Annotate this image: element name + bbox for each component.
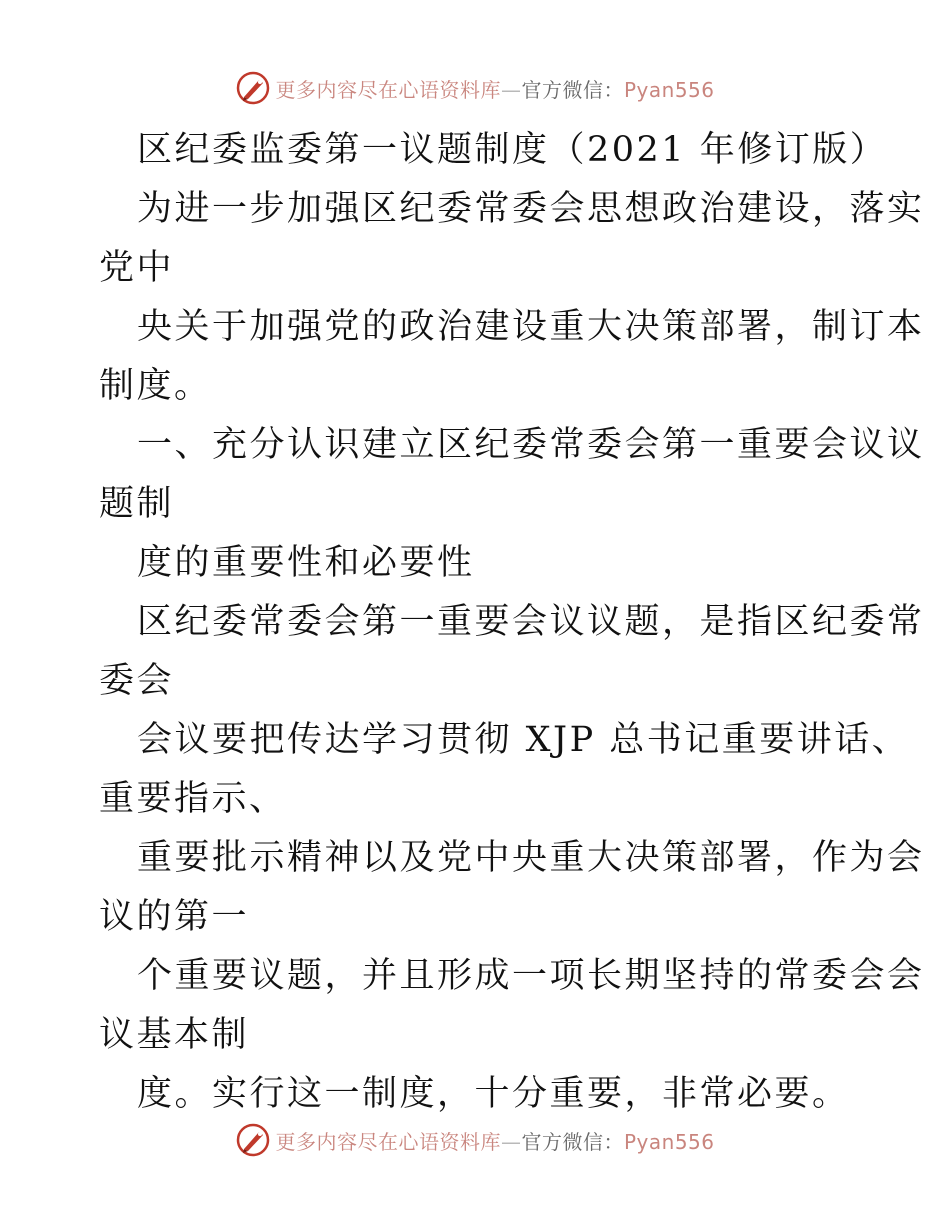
paragraph-line: 党中 [99, 248, 175, 288]
pen-logo-icon [235, 70, 271, 106]
watermark-header [0, 68, 950, 108]
watermark-separator: — [500, 1129, 522, 1154]
paragraph-line: 委会 [99, 661, 175, 701]
watermark-text [275, 74, 714, 103]
paragraph-line: 央关于加强党的政治建设重大决策部署，制订本 [137, 307, 925, 347]
paragraph-line: 度的重要性和必要性 [137, 543, 475, 583]
watermark-separator: — [500, 77, 522, 102]
paragraph-line: 议的第一 [99, 897, 250, 937]
paragraph-line: 区纪委常委会第一重要会议议题，是指区纪委常 [137, 602, 925, 642]
paragraph-line: 重要指示、 [99, 779, 287, 819]
paragraph-line: 重要批示精神以及党中央重大决策部署，作为会 [137, 838, 925, 878]
paragraph-line: 题制 [99, 484, 175, 524]
watermark-footer [0, 1120, 950, 1160]
pen-logo-icon [235, 1122, 271, 1158]
watermark-label: 官方微信： [521, 77, 624, 102]
document-body [99, 121, 925, 1124]
watermark-account: Pyan556 [623, 1129, 715, 1154]
paragraph-line: 制度。 [99, 366, 212, 406]
paragraph-line: 个重要议题，并且形成一项长期坚持的常委会会 [137, 956, 925, 996]
paragraph-line: 为进一步加强区纪委常委会思想政治建设，落实 [137, 189, 925, 229]
paragraph-line: 议基本制 [99, 1015, 250, 1055]
paragraph-line: 度。实行这一制度，十分重要，非常必要。 [137, 1074, 850, 1114]
watermark-brand: 更多内容尽在心语资料库 [275, 1129, 501, 1154]
document-title: 区纪委监委第一议题制度（2021 年修订版） [137, 130, 888, 170]
paragraph-line: 会议要把传达学习贯彻 XJP 总书记重要讲话、 [137, 720, 910, 760]
watermark-text [275, 1126, 714, 1155]
watermark-brand: 更多内容尽在心语资料库 [275, 77, 501, 102]
watermark-label: 官方微信： [521, 1129, 624, 1154]
paragraph-line: 一、充分认识建立区纪委常委会第一重要会议议 [137, 425, 925, 465]
watermark-account: Pyan556 [623, 77, 715, 102]
